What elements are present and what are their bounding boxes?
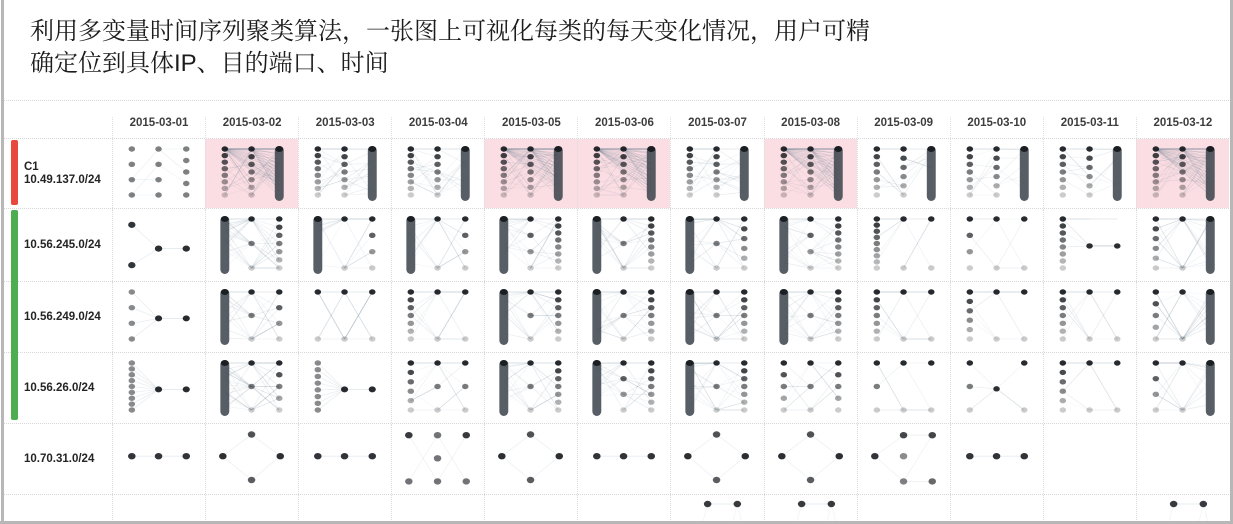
cell-plot[interactable] xyxy=(1043,424,1136,494)
parallel-plot-svg xyxy=(1044,139,1136,208)
cell-plot[interactable] xyxy=(857,209,950,281)
column-header-date: 2015-03-05 xyxy=(484,117,577,138)
parallel-plot-svg xyxy=(578,353,670,423)
cell-plot[interactable] xyxy=(764,209,857,281)
cell-plot[interactable] xyxy=(670,209,763,281)
cell-plot[interactable] xyxy=(112,495,205,521)
cell-plot[interactable] xyxy=(298,282,391,352)
cell-plot[interactable] xyxy=(205,495,298,521)
cell-plot[interactable] xyxy=(950,282,1043,352)
parallel-plot-svg xyxy=(765,495,857,521)
title-line-2: 确定位到具体IP、目的端口、时间 xyxy=(30,50,389,77)
slide-title xyxy=(30,16,870,80)
parallel-plot-svg xyxy=(206,353,298,423)
parallel-plot-svg xyxy=(206,424,298,494)
row-label xyxy=(4,353,112,423)
parallel-plot-svg xyxy=(671,353,763,423)
parallel-plot-svg xyxy=(485,209,577,281)
cell-plot[interactable] xyxy=(484,353,577,423)
parallel-plot-svg xyxy=(858,282,950,352)
parallel-plot-svg xyxy=(858,209,950,281)
parallel-plot-svg xyxy=(113,282,205,352)
cell-plot[interactable] xyxy=(670,353,763,423)
cell-plot[interactable] xyxy=(205,282,298,352)
parallel-plot-svg xyxy=(206,209,298,281)
parallel-plot-svg xyxy=(485,139,577,208)
cell-plot[interactable] xyxy=(1043,209,1136,281)
row-label-prefix: C1 xyxy=(24,160,39,173)
parallel-plot-svg xyxy=(299,282,391,352)
cell-plot[interactable] xyxy=(577,424,670,494)
row-label-cidr: 10.70.31.0/24 xyxy=(24,452,95,465)
cell-plot[interactable] xyxy=(1043,139,1136,208)
cell-plot[interactable] xyxy=(577,353,670,423)
parallel-plot-svg xyxy=(578,495,670,521)
cell-plot[interactable] xyxy=(298,495,391,521)
cell-plot[interactable] xyxy=(1136,282,1229,352)
cell-plot[interactable] xyxy=(577,209,670,281)
cell-plot[interactable] xyxy=(1043,353,1136,423)
parallel-plot-svg xyxy=(951,282,1043,352)
cell-plot-highlighted[interactable] xyxy=(764,139,857,208)
cell-plot[interactable] xyxy=(112,282,205,352)
cell-plot[interactable] xyxy=(391,495,484,521)
cell-plot-highlighted[interactable] xyxy=(577,139,670,208)
matrix-row xyxy=(4,494,1229,521)
cell-plot[interactable] xyxy=(764,282,857,352)
column-header-date: 2015-03-12 xyxy=(1136,117,1229,138)
parallel-plot-svg xyxy=(765,209,857,281)
parallel-plot-svg xyxy=(206,282,298,352)
cell-plot[interactable] xyxy=(484,495,577,521)
row-label-cidr: 10.49.137.0/24 xyxy=(24,173,101,186)
cell-plot[interactable] xyxy=(391,424,484,494)
cell-plot[interactable] xyxy=(670,424,763,494)
cell-plot[interactable] xyxy=(670,282,763,352)
parallel-plot-svg xyxy=(578,209,670,281)
parallel-plot-svg xyxy=(578,424,670,494)
parallel-plot-svg xyxy=(392,424,484,494)
parallel-plot-svg xyxy=(1044,209,1136,281)
column-header-date: 2015-03-07 xyxy=(670,117,763,138)
cell-plot[interactable] xyxy=(577,495,670,521)
matrix-row xyxy=(4,423,1229,494)
parallel-plot-svg xyxy=(299,495,391,521)
parallel-plot-svg xyxy=(1044,353,1136,423)
title-line-1: 利用多变量时间序列聚类算法，一张图上可视化每类的每天变化情况，用户可精 xyxy=(30,18,870,45)
parallel-plot-svg xyxy=(671,139,763,208)
column-header-date: 2015-03-03 xyxy=(298,117,391,138)
parallel-plot-svg xyxy=(113,209,205,281)
parallel-plot-svg xyxy=(858,424,950,494)
cluster-bar-red xyxy=(11,140,18,205)
parallel-plot-svg xyxy=(578,139,670,208)
cell-plot[interactable] xyxy=(484,209,577,281)
parallel-plot-svg xyxy=(392,495,484,521)
parallel-plot-svg xyxy=(299,209,391,281)
row-label xyxy=(4,209,112,281)
parallel-plot-svg xyxy=(299,424,391,494)
cell-plot-highlighted[interactable] xyxy=(484,139,577,208)
cell-plot[interactable] xyxy=(950,353,1043,423)
parallel-plot-svg xyxy=(392,209,484,281)
cell-plot[interactable] xyxy=(391,209,484,281)
row-label xyxy=(4,424,112,494)
parallel-plot-svg xyxy=(485,353,577,423)
parallel-plot-svg xyxy=(299,353,391,423)
column-header-date: 2015-03-08 xyxy=(764,117,857,138)
parallel-plot-svg xyxy=(951,209,1043,281)
parallel-plot-svg xyxy=(765,424,857,494)
parallel-plot-svg xyxy=(1044,282,1136,352)
parallel-plot-svg xyxy=(1044,424,1136,494)
parallel-plot-svg xyxy=(392,139,484,208)
cell-plot[interactable] xyxy=(670,139,763,208)
row-label xyxy=(4,139,112,208)
cell-plot[interactable] xyxy=(391,139,484,208)
parallel-plot-svg xyxy=(485,495,577,521)
cell-plot[interactable] xyxy=(764,495,857,521)
matrix-row xyxy=(4,208,1229,281)
cell-plot-highlighted[interactable] xyxy=(205,139,298,208)
cell-plot[interactable] xyxy=(391,353,484,423)
parallel-plot-svg xyxy=(485,424,577,494)
row-label-cidr: 10.56.26.0/24 xyxy=(24,381,95,394)
parallel-plot-svg xyxy=(1137,495,1229,521)
parallel-plot-svg xyxy=(1044,495,1136,521)
cell-plot[interactable] xyxy=(391,282,484,352)
cell-plot[interactable] xyxy=(857,282,950,352)
parallel-plot-svg xyxy=(858,495,950,521)
parallel-plot-svg xyxy=(951,424,1043,494)
row-label-cidr: 10.56.249.0/24 xyxy=(24,310,101,323)
cell-plot[interactable] xyxy=(1136,209,1229,281)
cell-plot[interactable] xyxy=(950,139,1043,208)
parallel-plot-svg xyxy=(1137,209,1229,281)
cell-plot[interactable] xyxy=(484,282,577,352)
cell-plot[interactable] xyxy=(205,353,298,423)
cell-plot[interactable] xyxy=(764,353,857,423)
parallel-plot-svg xyxy=(765,353,857,423)
parallel-plot-svg xyxy=(1137,282,1229,352)
cell-plot[interactable] xyxy=(857,495,950,521)
cell-plot[interactable] xyxy=(484,424,577,494)
cell-plot[interactable] xyxy=(577,282,670,352)
cell-plot[interactable] xyxy=(1043,282,1136,352)
cell-plot[interactable] xyxy=(857,353,950,423)
parallel-plot-svg xyxy=(765,139,857,208)
parallel-plot-svg xyxy=(206,495,298,521)
column-header-date: 2015-03-06 xyxy=(577,117,670,138)
cell-plot[interactable] xyxy=(670,495,763,521)
cluster-bar-green xyxy=(11,210,18,420)
cell-plot[interactable] xyxy=(1043,495,1136,521)
cell-plot[interactable] xyxy=(298,353,391,423)
cluster-matrix xyxy=(4,100,1229,521)
parallel-plot-svg xyxy=(299,139,391,208)
parallel-plot-svg xyxy=(671,209,763,281)
cell-plot[interactable] xyxy=(112,424,205,494)
cell-plot[interactable] xyxy=(205,209,298,281)
cell-plot[interactable] xyxy=(764,424,857,494)
column-header-date: 2015-03-11 xyxy=(1043,117,1136,138)
cell-plot[interactable] xyxy=(950,495,1043,521)
column-header-date: 2015-03-09 xyxy=(857,117,950,138)
parallel-plot-svg xyxy=(206,139,298,208)
parallel-plot-svg xyxy=(858,139,950,208)
parallel-plot-svg xyxy=(1137,424,1229,494)
row-label xyxy=(4,495,112,521)
date-header-row xyxy=(4,100,1229,138)
parallel-plot-svg xyxy=(1137,139,1229,208)
parallel-plot-svg xyxy=(671,282,763,352)
cell-plot[interactable] xyxy=(950,424,1043,494)
parallel-plot-svg xyxy=(392,282,484,352)
column-header-date: 2015-03-04 xyxy=(391,117,484,138)
cell-plot[interactable] xyxy=(112,353,205,423)
cell-plot[interactable] xyxy=(1136,495,1229,521)
row-label xyxy=(4,282,112,352)
parallel-plot-svg xyxy=(113,353,205,423)
matrix-row xyxy=(4,138,1229,208)
parallel-plot-svg xyxy=(671,424,763,494)
parallel-plot-svg xyxy=(858,353,950,423)
cell-plot-highlighted[interactable] xyxy=(1136,139,1229,208)
cell-plot[interactable] xyxy=(112,139,205,208)
column-header-date: 2015-03-01 xyxy=(112,117,205,138)
cell-plot[interactable] xyxy=(205,424,298,494)
parallel-plot-svg xyxy=(113,424,205,494)
cell-plot[interactable] xyxy=(298,424,391,494)
parallel-plot-svg xyxy=(392,353,484,423)
cell-plot[interactable] xyxy=(857,139,950,208)
parallel-plot-svg xyxy=(578,282,670,352)
row-label-cidr: 10.56.245.0/24 xyxy=(24,238,101,251)
cell-plot[interactable] xyxy=(950,209,1043,281)
cell-plot[interactable] xyxy=(1136,424,1229,494)
parallel-plot-svg xyxy=(951,495,1043,521)
parallel-plot-svg xyxy=(485,282,577,352)
matrix-row xyxy=(4,352,1229,423)
cell-plot[interactable] xyxy=(112,209,205,281)
parallel-plot-svg xyxy=(765,282,857,352)
column-header-date: 2015-03-02 xyxy=(205,117,298,138)
cell-plot[interactable] xyxy=(857,424,950,494)
cell-plot[interactable] xyxy=(298,209,391,281)
parallel-plot-svg xyxy=(113,139,205,208)
cell-plot[interactable] xyxy=(298,139,391,208)
matrix-row xyxy=(4,281,1229,352)
parallel-plot-svg xyxy=(1137,353,1229,423)
parallel-plot-svg xyxy=(951,139,1043,208)
parallel-plot-svg xyxy=(113,495,205,521)
column-header-date: 2015-03-10 xyxy=(950,117,1043,138)
parallel-plot-svg xyxy=(671,495,763,521)
parallel-plot-svg xyxy=(951,353,1043,423)
cell-plot[interactable] xyxy=(1136,353,1229,423)
